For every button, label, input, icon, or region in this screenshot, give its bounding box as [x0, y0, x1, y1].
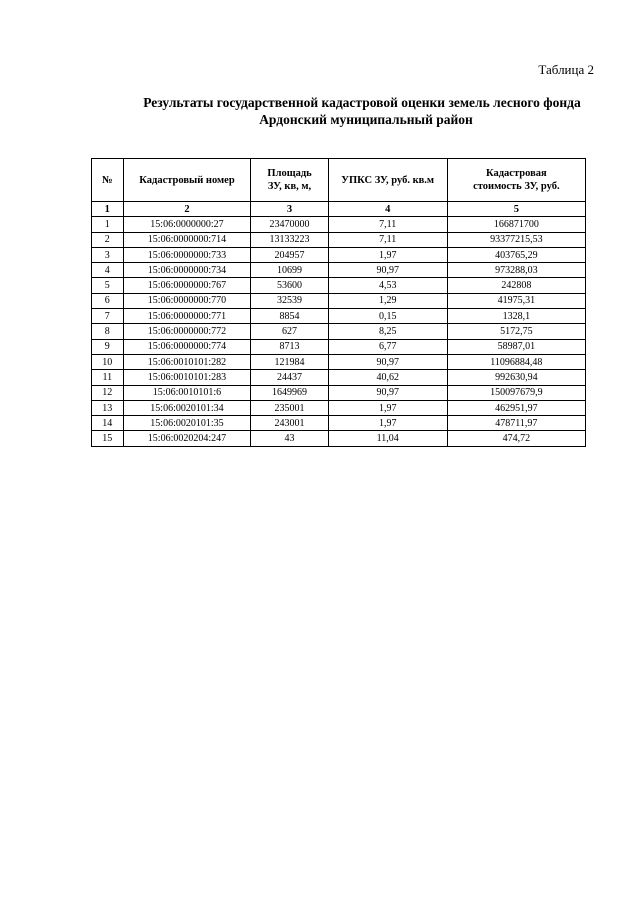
header-cost-line-1: Кадастровая: [486, 168, 547, 179]
header-area: [251, 159, 328, 202]
cadastral-number-cell: 15:06:0000000:714: [123, 232, 251, 247]
area-cell: 204957: [251, 247, 328, 262]
upks-cell: 1,97: [328, 247, 447, 262]
title-line-2: Ардонский муниципальный район: [259, 112, 473, 127]
cadastral-number-cell: 15:06:0020101:35: [123, 416, 251, 431]
area-cell: 23470000: [251, 217, 328, 232]
cadastral-number-cell: 15:06:0010101:283: [123, 370, 251, 385]
table-row: [92, 354, 586, 369]
row-number-cell: 11: [92, 370, 124, 385]
cost-cell: 11096884,48: [447, 354, 585, 369]
table-row: [92, 217, 586, 232]
table-row: [92, 324, 586, 339]
cadastral-number-cell: 15:06:0000000:770: [123, 293, 251, 308]
cadastral-number-cell: 15:06:0000000:734: [123, 263, 251, 278]
cadastral-number-cell: 15:06:0000000:733: [123, 247, 251, 262]
header-no: №: [92, 159, 124, 202]
upks-cell: 1,97: [328, 400, 447, 415]
upks-cell: 1,97: [328, 416, 447, 431]
upks-cell: 11,04: [328, 431, 447, 446]
upks-cell: 1,29: [328, 293, 447, 308]
cadastral-table: [91, 158, 586, 447]
row-number-cell: 2: [92, 232, 124, 247]
table-row: [92, 232, 586, 247]
table-row: [92, 385, 586, 400]
column-number-cell: 5: [447, 202, 585, 217]
area-cell: 1649969: [251, 385, 328, 400]
cost-cell: 474,72: [447, 431, 585, 446]
table-body: [92, 202, 586, 447]
area-cell: 121984: [251, 354, 328, 369]
upks-cell: 90,97: [328, 263, 447, 278]
header-upks: УПКС ЗУ, руб. кв.м: [328, 159, 447, 202]
header-area-line-2: ЗУ, кв, м,: [267, 181, 312, 192]
upks-cell: 6,77: [328, 339, 447, 354]
table-row: [92, 278, 586, 293]
cost-cell: 93377215,53: [447, 232, 585, 247]
cadastral-number-cell: 15:06:0000000:772: [123, 324, 251, 339]
cost-cell: 403765,29: [447, 247, 585, 262]
header-cost-line-2: стоимость ЗУ, руб.: [473, 181, 560, 192]
table-caption: Таблица 2: [538, 62, 594, 77]
cadastral-number-cell: 15:06:0000000:27: [123, 217, 251, 232]
area-cell: 243001: [251, 416, 328, 431]
area-cell: 32539: [251, 293, 328, 308]
header-area-line-1: Площадь: [267, 168, 312, 179]
cost-cell: 58987,01: [447, 339, 585, 354]
header-row: [92, 159, 586, 202]
title-line-1: Результаты государственной кадастровой оценки земель лесного фонда: [143, 95, 581, 110]
table-row: [92, 339, 586, 354]
column-number-cell: 1: [92, 202, 124, 217]
area-cell: 8713: [251, 339, 328, 354]
row-number-cell: 10: [92, 354, 124, 369]
cost-cell: 478711,97: [447, 416, 585, 431]
cadastral-number-cell: 15:06:0010101:282: [123, 354, 251, 369]
area-cell: 235001: [251, 400, 328, 415]
cadastral-number-cell: 15:06:0000000:774: [123, 339, 251, 354]
column-number-row: [92, 202, 586, 217]
area-cell: 13133223: [251, 232, 328, 247]
row-number-cell: 1: [92, 217, 124, 232]
row-number-cell: 6: [92, 293, 124, 308]
cost-cell: 166871700: [447, 217, 585, 232]
cadastral-number-cell: 15:06:0020101:34: [123, 400, 251, 415]
column-number-cell: 2: [123, 202, 251, 217]
column-number-cell: 4: [328, 202, 447, 217]
cadastral-number-cell: 15:06:0010101:6: [123, 385, 251, 400]
area-cell: 10699: [251, 263, 328, 278]
row-number-cell: 7: [92, 309, 124, 324]
upks-cell: 7,11: [328, 232, 447, 247]
table-row: [92, 309, 586, 324]
row-number-cell: 3: [92, 247, 124, 262]
column-number-cell: 3: [251, 202, 328, 217]
cost-cell: 242808: [447, 278, 585, 293]
cadastral-number-cell: 15:06:0000000:767: [123, 278, 251, 293]
upks-cell: 4,53: [328, 278, 447, 293]
table-row: [92, 370, 586, 385]
area-cell: 53600: [251, 278, 328, 293]
document-title: [0, 94, 640, 128]
row-number-cell: 5: [92, 278, 124, 293]
cost-cell: 5172,75: [447, 324, 585, 339]
cost-cell: 41975,31: [447, 293, 585, 308]
table-row: [92, 431, 586, 446]
header-cadastral-cost: [447, 159, 585, 202]
row-number-cell: 14: [92, 416, 124, 431]
row-number-cell: 4: [92, 263, 124, 278]
area-cell: 8854: [251, 309, 328, 324]
row-number-cell: 8: [92, 324, 124, 339]
cadastral-number-cell: 15:06:0020204:247: [123, 431, 251, 446]
cost-cell: 973288,03: [447, 263, 585, 278]
cost-cell: 1328,1: [447, 309, 585, 324]
area-cell: 627: [251, 324, 328, 339]
cost-cell: 462951,97: [447, 400, 585, 415]
upks-cell: 7,11: [328, 217, 447, 232]
table-row: [92, 416, 586, 431]
table-row: [92, 400, 586, 415]
row-number-cell: 12: [92, 385, 124, 400]
table-row: [92, 293, 586, 308]
table-row: [92, 263, 586, 278]
cadastral-number-cell: 15:06:0000000:771: [123, 309, 251, 324]
upks-cell: 40,62: [328, 370, 447, 385]
cost-cell: 150097679,9: [447, 385, 585, 400]
area-cell: 24437: [251, 370, 328, 385]
upks-cell: 8,25: [328, 324, 447, 339]
row-number-cell: 15: [92, 431, 124, 446]
upks-cell: 0,15: [328, 309, 447, 324]
area-cell: 43: [251, 431, 328, 446]
header-cadastral-number: Кадастровый номер: [123, 159, 251, 202]
upks-cell: 90,97: [328, 354, 447, 369]
row-number-cell: 13: [92, 400, 124, 415]
table-row: [92, 247, 586, 262]
upks-cell: 90,97: [328, 385, 447, 400]
cost-cell: 992630,94: [447, 370, 585, 385]
row-number-cell: 9: [92, 339, 124, 354]
